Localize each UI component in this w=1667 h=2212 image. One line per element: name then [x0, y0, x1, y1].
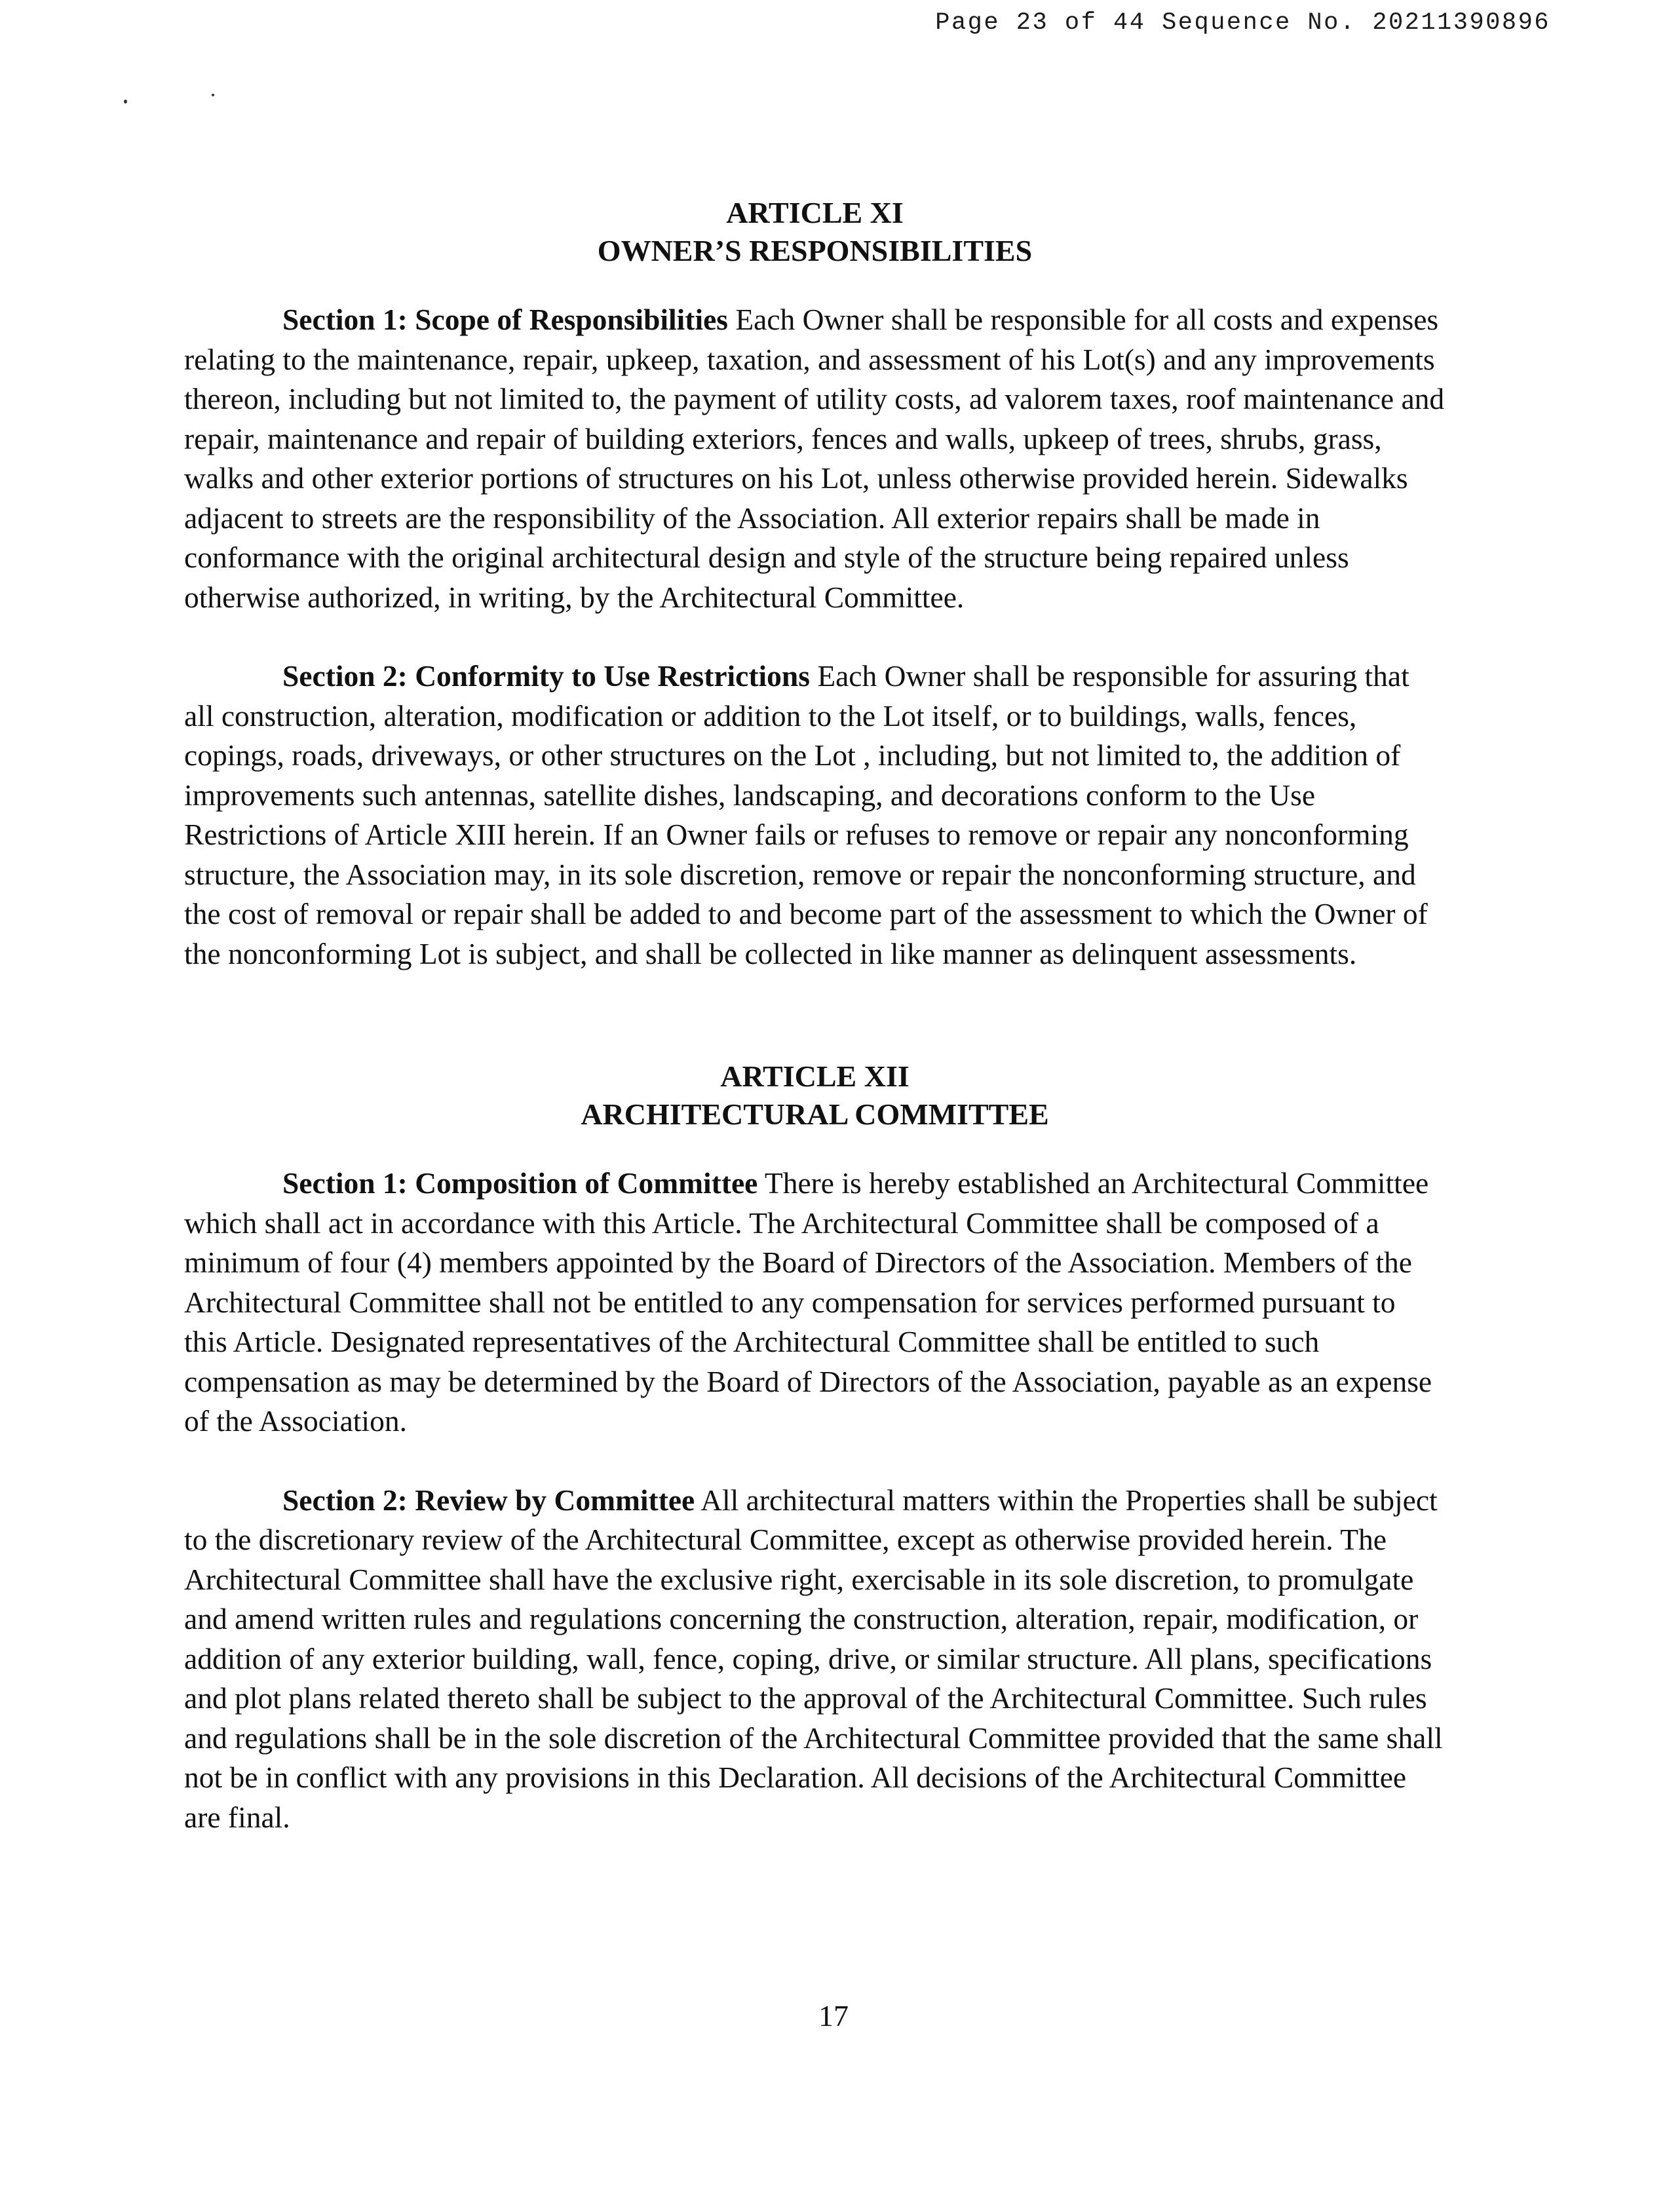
article-xi-section-1 — [184, 300, 1446, 617]
article-xi-heading — [184, 194, 1446, 270]
article-xii-section-2 — [184, 1481, 1446, 1838]
page-number: 17 — [818, 1999, 849, 2032]
article-number: ARTICLE XI — [726, 196, 904, 229]
article-xi-section-2 — [184, 657, 1446, 974]
section-title: Section 1: Composition of Committee — [282, 1166, 758, 1200]
section-text: All architectural matters within the Properties shall be subject to the discretionary review of the Architectural Committee, except as otherwise provided herein. The Architectural Committee shall have the exclusive right, exercisable in its sole discretion, to promulgate and amend written rules and regulations concerning the construction, alteration, repair, modification, or addition of any exterior building, wall, fence, coping, drive, or similar structure. All plans, specifications and plot plans related thereto shall be subject to the approval of the Architectural Committee. Such rules and regulations shall be in the sole discretion of the Architectural Committee provided that the same shall not be in conflict with any provisions in this Declaration. All decisions of the Architectural Committee are final. — [184, 1483, 1443, 1834]
document-body — [184, 194, 1446, 1837]
article-number: ARTICLE XII — [720, 1059, 910, 1093]
section-title: Section 2: Conformity to Use Restrictions — [282, 659, 810, 693]
section-text: Each Owner shall be responsible for assuring that all construction, alteration, modification or addition to the Lot itself, or to buildings, walls, fences, copings, roads, driveways, or other structures on the Lot , including, but not limited to, the addition of improvements such antennas, satellite dishes, landscaping, and decorations conform to the Use Restrictions of Article XIII herein. If an Owner fails or refuses to remove or repair any nonconforming structure, the Association may, in its sole discretion, remove or repair the nonconforming structure, and the cost of removal or repair shall be added to and become part of the assessment to which the Owner of the nonconforming Lot is subject, and shall be collected in like manner as delinquent assessments. — [184, 659, 1428, 970]
section-title: Section 1: Scope of Responsibilities — [282, 303, 728, 336]
article-xii-heading — [184, 1058, 1446, 1134]
scan-speck — [124, 100, 127, 104]
section-text: There is hereby established an Architectural Committee which shall act in accordance with this Article. The Architectural Committee shall be composed of a minimum of four (4) members appointed by the Board of Directors of the Association. Members of the Architectural Committee shall not be entitled to any compensation for services performed pursuant to this Article. Designated representatives of the Architectural Committee shall be entitled to such compensation as may be determined by the Board of Directors of the Association, payable as an expense of the Association. — [184, 1166, 1432, 1438]
section-title: Section 2: Review by Committee — [282, 1483, 695, 1517]
article-xii-section-1 — [184, 1164, 1446, 1441]
scan-speck — [212, 94, 214, 96]
article-title: ARCHITECTURAL COMMITTEE — [581, 1097, 1049, 1131]
recording-stamp: Page 23 of 44 Sequence No. 20211390896 — [935, 9, 1550, 37]
section-text: Each Owner shall be responsible for all costs and expenses relating to the maintenance, repair, upkeep, taxation, and assessment of his Lot(s) and any improvements thereon, including but not limited to, the payment of utility costs, ad valorem taxes, roof maintenance and repair, maintenance and repair of building exteriors, fences and walls, upkeep of trees, shrubs, grass, walks and other exterior portions of structures on his Lot, unless otherwise provided herein. Sidewalks adjacent to streets are the responsibility of the Association. All exterior repairs shall be made in conformance with the original architectural design and style of the structure being repaired unless otherwise authorized, in writing, by the Architectural Committee. — [184, 303, 1445, 614]
article-title: OWNER’S RESPONSIBILITIES — [597, 234, 1033, 267]
